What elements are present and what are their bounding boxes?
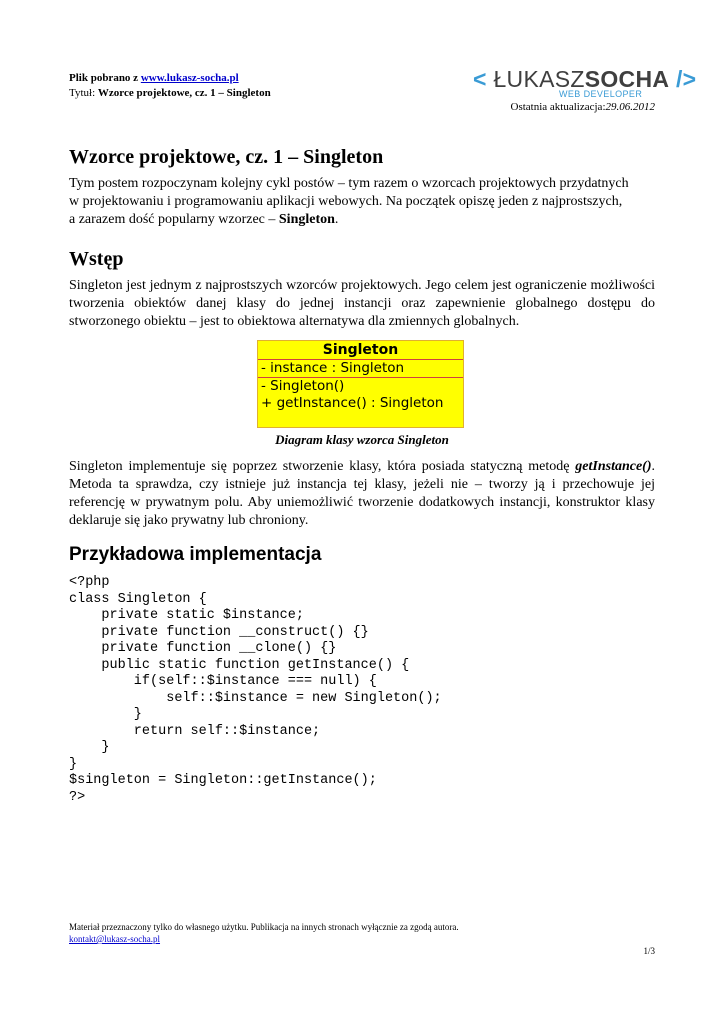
diagram-caption: Diagram klasy wzorca Singleton: [275, 432, 449, 447]
document-header: [69, 71, 271, 101]
code-block: <?php class Singleton { private static $instance; private function __construct() {} private function __clone() {} public static function getInstance() { if(self::$instance === null) { self::$instance = new Singleton(); } return self::$instance; } } $singleton = Singleton::getInstance(); ?>: [69, 575, 442, 805]
footer-note: Materiał przeznaczony tylko do własnego użytku. Publikacja na innych stronach wyłącznie za zgodą autora.: [69, 922, 459, 932]
intro-singleton-bold: Singleton: [278, 212, 335, 227]
source-link[interactable]: www.lukasz-socha.pl: [140, 72, 239, 84]
section-heading-intro: Wstęp: [69, 248, 124, 270]
logo-name-first: ŁUKASZ: [493, 66, 585, 92]
description-text-end: . Metoda ta sprawdza, czy istnieje już instancja tej klasy, jeżeli nie – tworzy ją i przechowuje jej referencję w prywatnym polu. Aby uniemożliwić tworzenie dodatkowych instancji, konstruktor klasy deklaruje się jako prywatny lub chroniony.: [69, 459, 655, 528]
uml-class-diagram: [257, 340, 464, 428]
article-title: Wzorce projektowe, cz. 1 – Singleton: [69, 146, 384, 168]
last-updated: [511, 101, 655, 113]
intro-line-3-text: a zarazem dość popularny wzorzec –: [69, 212, 279, 227]
intro-line-2: w projektowaniu i programowaniu aplikacji webowych. Na początek opiszę jeden z najprostszych,: [69, 194, 623, 209]
last-updated-label: Ostatnia aktualizacja:: [510, 101, 606, 113]
method-name: getInstance(): [575, 459, 652, 474]
document-title-label: Tytuł:: [69, 87, 98, 99]
intro-line-1: Tym postem rozpoczynam kolejny cykl postów – tym razem o wzorcach projektowych przydatnych: [69, 176, 629, 191]
logo-close-bracket: />: [675, 66, 697, 92]
description-text-start: Singleton implementuje się poprzez stworzenie klasy, która posiada statyczną metodę: [69, 459, 576, 474]
site-logo: [473, 66, 697, 100]
intro-line-3-end: .: [334, 212, 339, 227]
logo-open-bracket: <: [473, 66, 487, 92]
document-title-value: Wzorce projektowe, cz. 1 – Singleton: [97, 87, 271, 99]
last-updated-date: 29.06.2012: [605, 101, 655, 113]
uml-operation: - Singleton(): [261, 378, 345, 394]
section-intro-text: Singleton jest jednym z najprostszych wzorców projektowych. Jego celem jest ograniczenie możliwości tworzenia obiektów danej klasy do jednej instancji oraz zapewnienie globalnego dostępu do stworzonego obiektu – jest to obiektowa alternatywa dla zmiennych globalnych.: [69, 278, 655, 329]
download-source-line: [69, 71, 271, 86]
intro-paragraph: [69, 175, 655, 229]
intro-line-3: [69, 211, 655, 229]
implementation-description: [69, 458, 655, 530]
logo-name-last: SOCHA: [584, 66, 670, 92]
page-footer: [69, 921, 459, 945]
contact-link[interactable]: kontakt@lukasz-socha.pl: [69, 934, 161, 944]
page-number: 1/3: [643, 946, 655, 956]
document-title-line: [69, 86, 271, 101]
section-heading-example: Przykładowa implementacja: [69, 544, 322, 565]
download-source-label: Plik pobrano z: [69, 72, 141, 84]
uml-operation: + getInstance() : Singleton: [261, 395, 444, 411]
logo-subtitle: WEB DEVELOPER: [559, 89, 643, 99]
uml-attribute: - instance : Singleton: [258, 360, 463, 378]
uml-class-name: Singleton: [258, 341, 463, 360]
